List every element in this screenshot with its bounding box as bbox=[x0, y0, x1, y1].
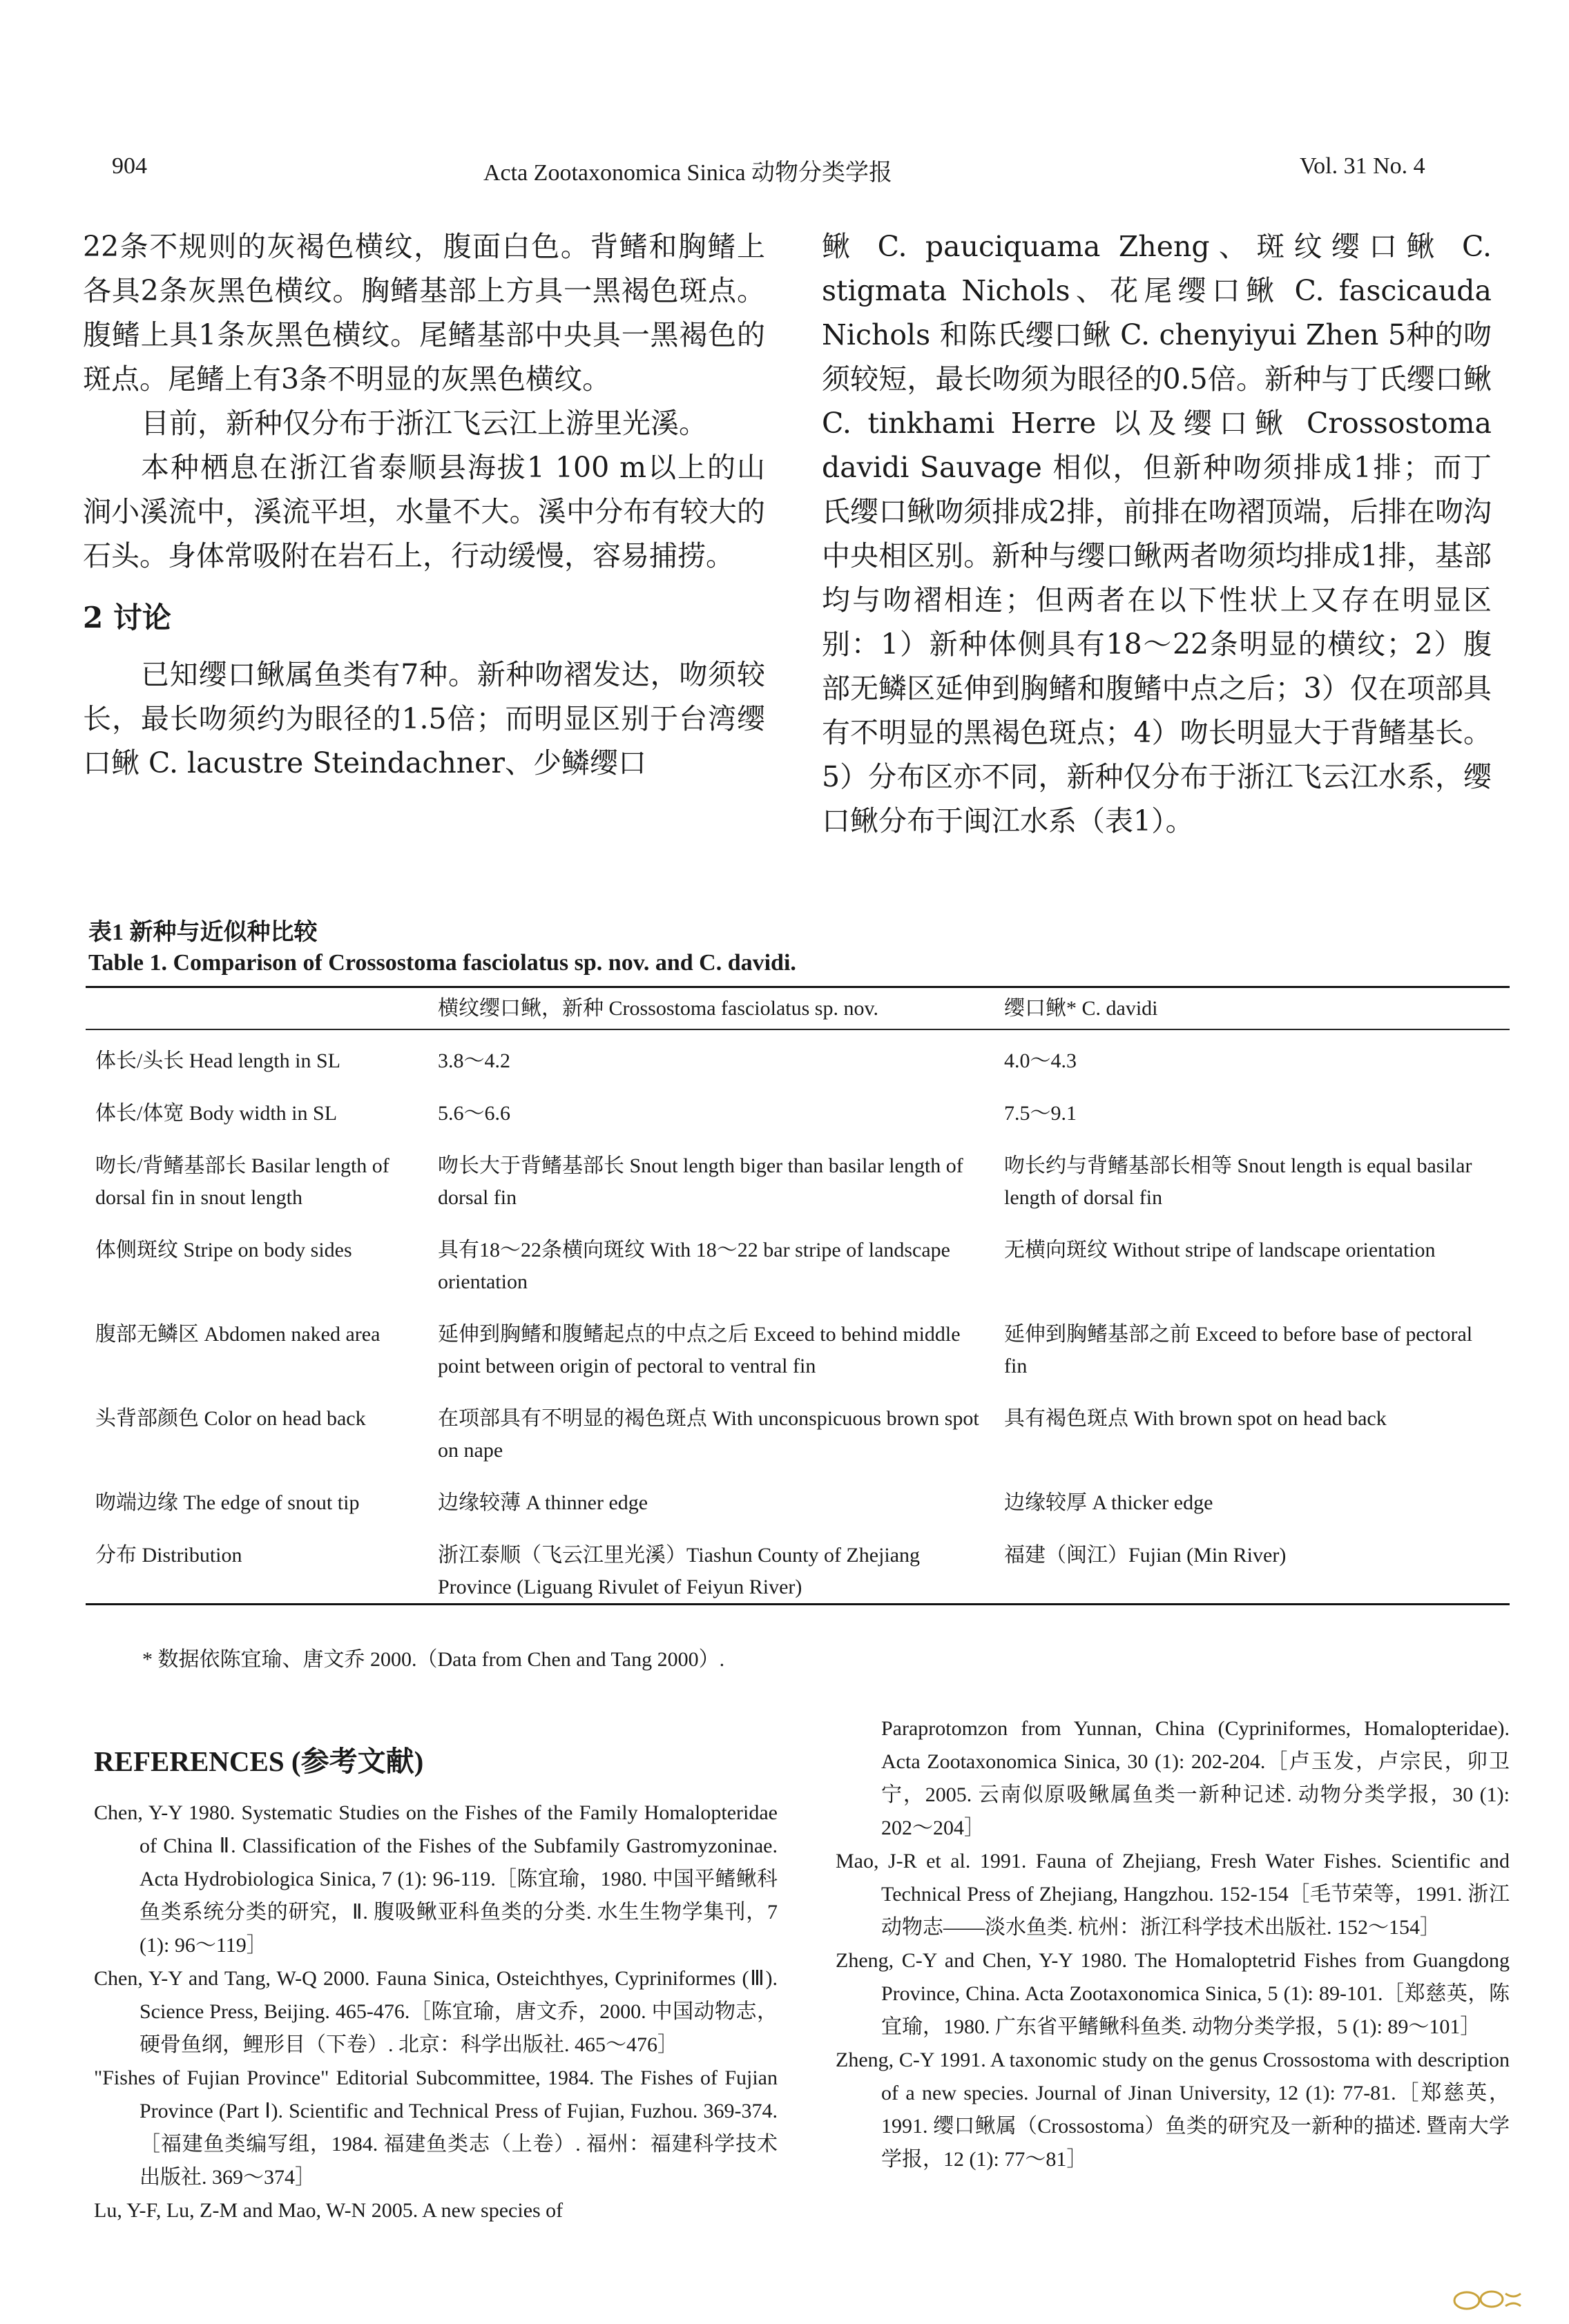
reference-entry: Zheng, C-Y and Chen, Y-Y 1980. The Homaloptetrid Fishes from Guangdong Province, China. Acta Zootaxonomica Sinica, 5 (1): 89-101.［郑慈英，陈宜瑜，1980. 广东省平鳍鳅科鱼类. 动物分类学报，5 (1): 89～101］ bbox=[836, 1949, 1510, 2038]
reference-entry: Chen, Y-Y and Tang, W-Q 2000. Fauna Sinica, Osteichthyes, Cypriniformes (Ⅲ). Science Press, Beijing. 465-476.［陈宜瑜，唐文乔，2000. 中国动物志，硬骨鱼纲，鲤形目（下卷）. 北京：科学出版社. 465～476］ bbox=[94, 1967, 778, 2056]
table-cell: 体长/头长 Head length in SL bbox=[95, 1049, 340, 1072]
table-cell: 在项部具有不明显的褐色斑点 With unconspicuous brown spot on nape bbox=[438, 1407, 979, 1462]
table-row bbox=[86, 1029, 1510, 1088]
table-cell: 具有褐色斑点 With brown spot on head back bbox=[1004, 1407, 1387, 1430]
watermark-logo-icon bbox=[1450, 2287, 1526, 2314]
table-cell: 7.5～9.1 bbox=[1004, 1102, 1077, 1125]
table-top-rule bbox=[86, 986, 1510, 988]
table-cell: 边缘较厚 A thicker edge bbox=[1004, 1491, 1213, 1514]
table-header-cell: 横纹缨口鳅，新种 Crossostoma fasciolatus sp. nov. bbox=[428, 989, 994, 1029]
reference-entry: Mao, J-R et al. 1991. Fauna of Zhejiang, Fresh Water Fishes. Scientific and Technical Press of Zhejiang, Hangzhou. 152-154［毛节荣等，1991. 浙江动物志——淡水鱼类. 杭州：浙江科学技术出版社. 152～154］ bbox=[836, 1850, 1510, 1939]
table-cell: 头背部颜色 Color on head back bbox=[95, 1407, 366, 1430]
table-cell: 吻长/背鳍基部长 Basilar length of dorsal fin in snout length bbox=[95, 1154, 389, 1209]
volume-issue: Vol. 31 No. 4 bbox=[1300, 153, 1425, 179]
table-cell: 体侧斑纹 Stripe on body sides bbox=[95, 1239, 352, 1261]
table-header-row bbox=[86, 989, 1510, 1029]
table-row bbox=[86, 1530, 1510, 1631]
table-header-cell bbox=[86, 989, 428, 1029]
table-cell: 福建（闽江）Fujian (Min River) bbox=[1004, 1544, 1287, 1567]
comparison-table bbox=[86, 989, 1510, 1631]
paragraph: 本种栖息在浙江省泰顺县海拔1 100 m以上的山涧小溪流中，溪流平坦，水量不大。溪中分布有较大的石头。身体常吸附在岩石上，行动缓慢，容易捕捞。 bbox=[83, 451, 765, 572]
table-cell: 延伸到胸鳍和腹鳍起点的中点之后 Exceed to behind middle point between origin of pectoral to ventral fin bbox=[438, 1323, 961, 1377]
table-cell: 分布 Distribution bbox=[95, 1544, 242, 1567]
table-row bbox=[86, 1088, 1510, 1141]
table-cell: 延伸到胸鳍基部之前 Exceed to before base of pectoral fin bbox=[1004, 1323, 1473, 1377]
table-cell: 具有18～22条横向斑纹 With 18～22 bar stripe of landscape orientation bbox=[438, 1239, 951, 1293]
table-cell: 浙江泰顺（飞云江里光溪）Tiashun County of Zhejiang Province (Liguang Rivulet of Feiyun River) bbox=[438, 1544, 921, 1598]
table-bottom-rule bbox=[86, 1603, 1510, 1605]
table-row bbox=[86, 1393, 1510, 1478]
table-row bbox=[86, 1141, 1510, 1225]
table-cell: 无横向斑纹 Without stripe of landscape orientation bbox=[1004, 1239, 1436, 1261]
paragraph: 已知缨口鳅属鱼类有7种。新种吻褶发达，吻须较长，最长吻须约为眼径的1.5倍；而明显区别于台湾缨口鳅 C. lacustre Steindachner、少鳞缨口 bbox=[83, 658, 765, 779]
table-footnote: * 数据依陈宜瑜、唐文乔 2000.（Data from Chen and Tang 2000）. bbox=[142, 1648, 725, 1671]
table-cell: 吻长约与背鳍基部长相等 Snout length is equal basilar length of dorsal fin bbox=[1004, 1154, 1472, 1209]
table-cell: 吻长大于背鳍基部长 Snout length biger than basilar length of dorsal fin bbox=[438, 1154, 963, 1209]
table-row bbox=[86, 1225, 1510, 1309]
paragraph: 目前，新种仅分布于浙江飞云江上游里光溪。 bbox=[141, 407, 707, 440]
journal-title: Acta Zootaxonomica Sinica 动物分类学报 bbox=[483, 160, 893, 186]
reference-entry: Chen, Y-Y 1980. Systematic Studies on the Fishes of the Family Homalopteridae of China Ⅱ. Classification of the Fishes of the Subfamily Gastromyzoninae. Acta Hydrobiologica Sinica, 7 (1): 96-119.［陈宜瑜，1980. 中国平鳍鳅科鱼类系统分类的研究，Ⅱ. 腹吸鳅亚科鱼类的分类. 水生生物学集刊，7 (1): 96～119］ bbox=[94, 1801, 778, 1957]
reference-entry: Zheng, C-Y 1991. A taxonomic study on the genus Crossostoma with description of a new species. Journal of Jinan University, 12 (1): 77-81.［郑慈英，1991. 缨口鳅属（Crossostoma）鱼类的研究及一新种的描述. 暨南大学学报，12 (1): 77～81］ bbox=[836, 2049, 1510, 2171]
references-right-column bbox=[836, 1712, 1510, 2176]
section-title: 2 讨论 bbox=[83, 601, 171, 635]
table-cell: 3.8～4.2 bbox=[438, 1049, 510, 1072]
page-number: 904 bbox=[112, 153, 147, 179]
references-left-column bbox=[94, 1797, 778, 2227]
references-heading: REFERENCES (参考文献) bbox=[94, 1745, 424, 1777]
table-cell: 4.0～4.3 bbox=[1004, 1049, 1077, 1072]
table-cell: 体长/体宽 Body width in SL bbox=[95, 1102, 338, 1125]
table-row bbox=[86, 1478, 1510, 1530]
right-column bbox=[822, 224, 1492, 843]
paragraph: 鳅 C. pauciquama Zheng、斑纹缨口鳅 C. stigmata Nichols、花尾缨口鳅 C. fascicauda Nichols 和陈氏缨口鳅 C. chenyiyui Zhen 5种的吻须较短，最长吻须为眼径的0.5倍。新种与丁氏缨口鳅 C. tinkhami Herre 以及缨口鳅 Crossostoma davidi Sauvage 相似，但新种吻须排成1排；而丁氏缨口鳅吻须排成2排，前排在吻褶顶端，后排在吻沟中央相区别。新种与缨口鳅两者吻须均排成1排，基部均与吻褶相连；但两者在以下性状上又存在明显区别：1）新种体侧具有18～22条明显的横纹；2）腹部无鳞区延伸到胸鳍和腹鳍中点之后；3）仅在项部具有不明显的黑褐色斑点；4）吻长明显大于背鳍基长。5）分布区亦不同，新种仅分布于浙江飞云江水系，缨口鳅分布于闽江水系（表1）。 bbox=[822, 230, 1492, 837]
table-row bbox=[86, 1309, 1510, 1393]
table-cell: 边缘较薄 A thinner edge bbox=[438, 1491, 648, 1514]
table-cell: 腹部无鳞区 Abdomen naked area bbox=[95, 1323, 381, 1346]
paragraph: 22条不规则的灰褐色横纹，腹面白色。背鳍和胸鳍上各具2条灰黑色横纹。胸鳍基部上方具一黑褐色斑点。腹鳍上具1条灰黑色横纹。尾鳍基部中央具一黑褐色的斑点。尾鳍上有3条不明显的灰黑色横纹。 bbox=[83, 230, 765, 396]
reference-entry: Lu, Y-F, Lu, Z-M and Mao, W-N 2005. A new species of bbox=[94, 2199, 564, 2222]
table-cell: 5.6～6.6 bbox=[438, 1102, 510, 1125]
table-header-cell: 缨口鳅* C. davidi bbox=[994, 989, 1510, 1029]
reference-entry: Paraprotomzon from Yunnan, China (Cypriniformes, Homalopteridae). Acta Zootaxonomica Sinica, 30 (1): 202-204.［卢玉发，卢宗民，卯卫宁，2005. 云南似原吸鳅属鱼类一新种记述. 动物分类学报，30 (1): 202～204］ bbox=[881, 1717, 1510, 1839]
left-column bbox=[83, 224, 765, 785]
table-caption-cn: 表1 新种与近似种比较 bbox=[88, 920, 318, 945]
table-caption-en: Table 1. Comparison of Crossostoma fasciolatus sp. nov. and C. davidi. bbox=[88, 950, 796, 976]
table-cell: 吻端边缘 The edge of snout tip bbox=[95, 1491, 360, 1514]
reference-entry: "Fishes of Fujian Province" Editorial Subcommittee, 1984. The Fishes of Fujian Province (Part Ⅰ). Scientific and Technical Press of Fujian, Fuzhou. 369-374.［福建鱼类编写组，1984. 福建鱼类志（上卷）. 福州：福建科学技术出版社. 369～374］ bbox=[94, 2066, 778, 2189]
